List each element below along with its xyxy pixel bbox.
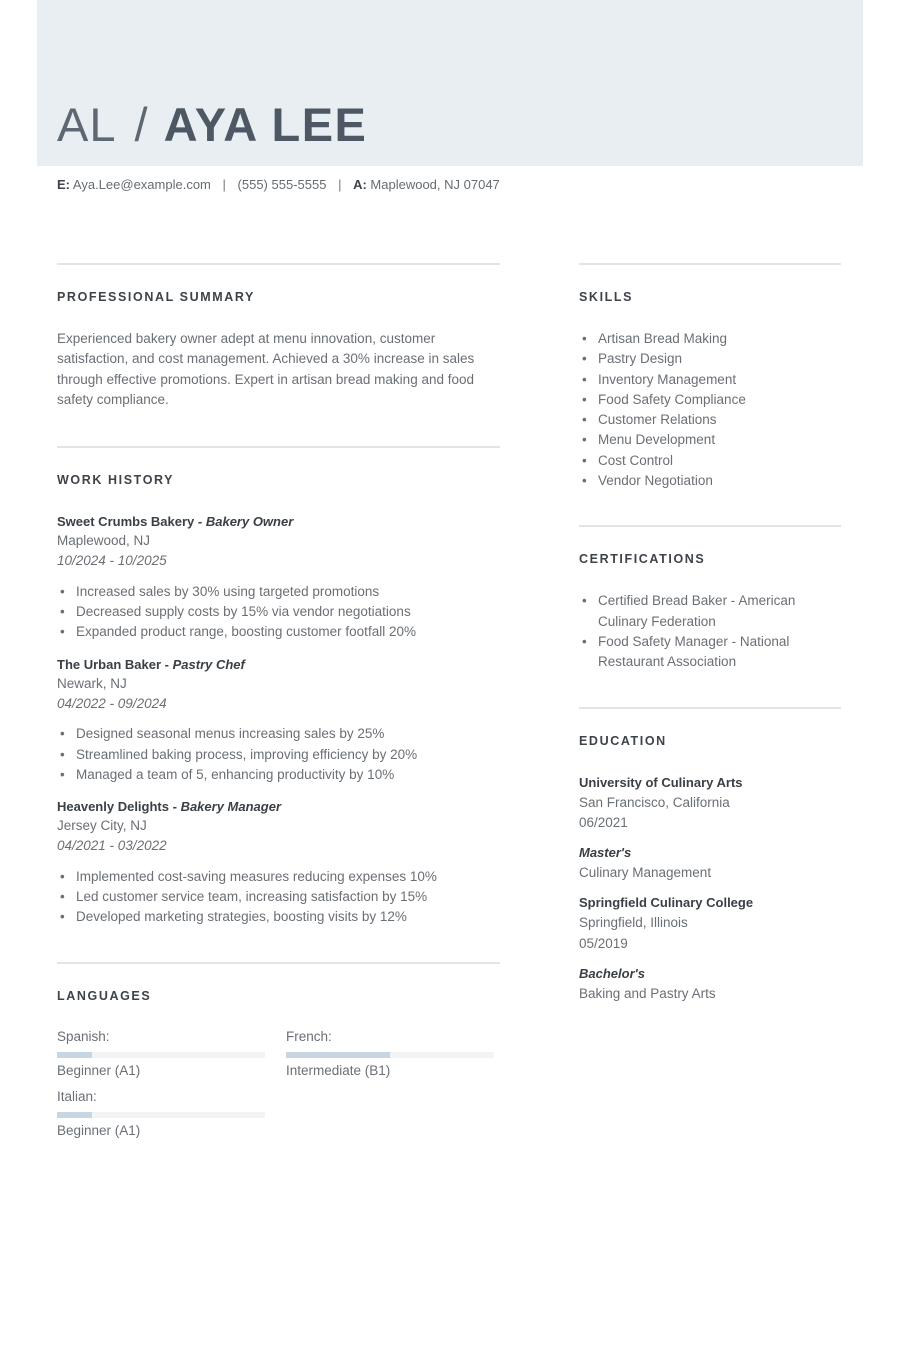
education-entry	[579, 773, 841, 884]
list-item: • Designed seasonal menus increasing sales by 25%	[57, 724, 500, 744]
list-item: • Led customer service team, increasing satisfaction by 15%	[57, 887, 500, 907]
job-dash: -	[161, 656, 173, 672]
section-divider	[579, 707, 841, 709]
section-title: PROFESSIONAL SUMMARY	[57, 290, 255, 304]
section-title: CERTIFICATIONS	[579, 552, 706, 567]
list-item: • Food Safety Compliance	[579, 390, 841, 410]
education-degree: Bachelor's	[579, 966, 645, 982]
list-item: • Artisan Bread Making	[579, 329, 841, 349]
right-column	[579, 263, 841, 1004]
list-item: • Menu Development	[579, 430, 841, 450]
section-divider	[579, 263, 841, 265]
email-label: E:	[57, 177, 70, 192]
language-level: Beginner (A1)	[57, 1062, 141, 1078]
languages-grid	[57, 1028, 500, 1140]
job-dates: 04/2022 - 09/2024	[57, 695, 167, 711]
language-proficiency-bar	[286, 1052, 494, 1058]
education-field: Culinary Management	[579, 865, 712, 881]
list-item: • Expanded product range, boosting customer footfall 20%	[57, 622, 500, 642]
education-location: San Francisco, California	[579, 794, 730, 810]
language-proficiency-fill	[57, 1052, 92, 1058]
language-name: Italian:	[57, 1088, 97, 1104]
list-item: • Certified Bread Baker - American Culinary Federation	[579, 591, 841, 632]
job-role: Bakery Manager	[180, 799, 282, 815]
professional-summary-section	[57, 263, 500, 410]
language-proficiency-bar	[57, 1052, 265, 1058]
job-company: Sweet Crumbs Bakery	[57, 514, 195, 530]
job-company: Heavenly Delights	[57, 799, 169, 815]
skills-section	[579, 263, 841, 491]
job-location: Newark, NJ	[57, 675, 127, 691]
candidate-name	[57, 96, 367, 154]
job-header	[57, 512, 500, 531]
address-label: A:	[353, 177, 367, 192]
list-item: • Managed a team of 5, enhancing productivity by 10%	[57, 765, 500, 785]
certifications-list	[579, 591, 841, 672]
section-divider	[579, 525, 841, 527]
language-item	[286, 1028, 494, 1080]
section-title: LANGUAGES	[57, 988, 152, 1003]
education-section	[579, 707, 841, 1005]
job-bullets	[57, 582, 500, 643]
education-field: Baking and Pastry Arts	[579, 986, 716, 1002]
list-item: • Inventory Management	[579, 370, 841, 390]
name-initials: AL	[57, 98, 117, 151]
list-item: • Customer Relations	[579, 410, 841, 430]
email-value[interactable]: Aya.Lee@example.com	[72, 177, 211, 192]
job-role: Pastry Chef	[172, 656, 245, 672]
education-location: Springfield, Illinois	[579, 915, 688, 931]
education-list	[579, 773, 841, 1005]
education-school: University of Culinary Arts	[579, 774, 743, 790]
language-name: Spanish:	[57, 1028, 110, 1044]
education-entry	[579, 893, 841, 1004]
summary-text: Experienced bakery owner adept at menu innovation, customer satisfaction, and cost management. Achieved a 30% increase in sales through effective promotions. Expert in artisan bread making and food safety compliance.	[57, 331, 475, 407]
job-dash: -	[194, 514, 206, 530]
job-dates: 04/2021 - 03/2022	[57, 838, 167, 854]
language-level: Intermediate (B1)	[286, 1062, 391, 1078]
job-header	[57, 655, 500, 674]
address-value: Maplewood, NJ 07047	[370, 177, 500, 192]
job-entry	[57, 512, 500, 642]
section-divider	[57, 263, 500, 265]
job-bullets	[57, 724, 500, 785]
list-item: • Decreased supply costs by 15% via vendor negotiations	[57, 602, 500, 622]
job-role: Bakery Owner	[205, 514, 294, 530]
education-date: 05/2019	[579, 935, 628, 951]
contact-line	[57, 176, 500, 194]
language-level: Beginner (A1)	[57, 1122, 141, 1138]
job-dates: 10/2024 - 10/2025	[57, 553, 167, 569]
job-header	[57, 797, 500, 816]
list-item: • Developed marketing strategies, boosting visits by 12%	[57, 907, 500, 927]
work-history-section	[57, 446, 500, 927]
language-proficiency-fill	[57, 1112, 92, 1118]
list-item: • Food Safety Manager - National Restaurant Association	[579, 632, 841, 673]
section-title: SKILLS	[579, 290, 634, 304]
language-name: French:	[286, 1028, 332, 1044]
section-divider	[57, 446, 500, 448]
section-title: EDUCATION	[579, 733, 667, 748]
skills-list	[579, 329, 841, 491]
job-dash: -	[169, 799, 181, 815]
certifications-section	[579, 525, 841, 672]
phone-value[interactable]: (555) 555-5555	[237, 177, 327, 192]
language-proficiency-bar	[57, 1112, 265, 1118]
job-company: The Urban Baker	[57, 656, 162, 672]
contact-separator: |	[338, 177, 342, 192]
list-item: • Vendor Negotiation	[579, 471, 841, 491]
section-title: WORK HISTORY	[57, 473, 175, 488]
job-location: Jersey City, NJ	[57, 818, 147, 834]
education-date: 06/2021	[579, 814, 628, 830]
job-location: Maplewood, NJ	[57, 533, 151, 549]
languages-section	[57, 962, 500, 1140]
language-item	[57, 1028, 265, 1080]
job-entry	[57, 797, 500, 927]
contact-separator: |	[222, 177, 226, 192]
language-proficiency-fill	[286, 1052, 390, 1058]
job-entry	[57, 655, 500, 785]
list-item: • Streamlined baking process, improving efficiency by 20%	[57, 745, 500, 765]
list-item: • Increased sales by 30% using targeted promotions	[57, 582, 500, 602]
list-item: • Implemented cost-saving measures reducing expenses 10%	[57, 867, 500, 887]
language-item	[57, 1088, 265, 1140]
left-column	[57, 263, 500, 1140]
section-divider	[57, 962, 500, 964]
full-name: AYA LEE	[163, 98, 368, 151]
list-item: • Pastry Design	[579, 349, 841, 369]
education-degree: Master's	[579, 845, 632, 861]
list-item: • Cost Control	[579, 451, 841, 471]
job-bullets	[57, 867, 500, 928]
name-divider: /	[134, 98, 148, 151]
education-school: Springfield Culinary College	[579, 895, 754, 911]
